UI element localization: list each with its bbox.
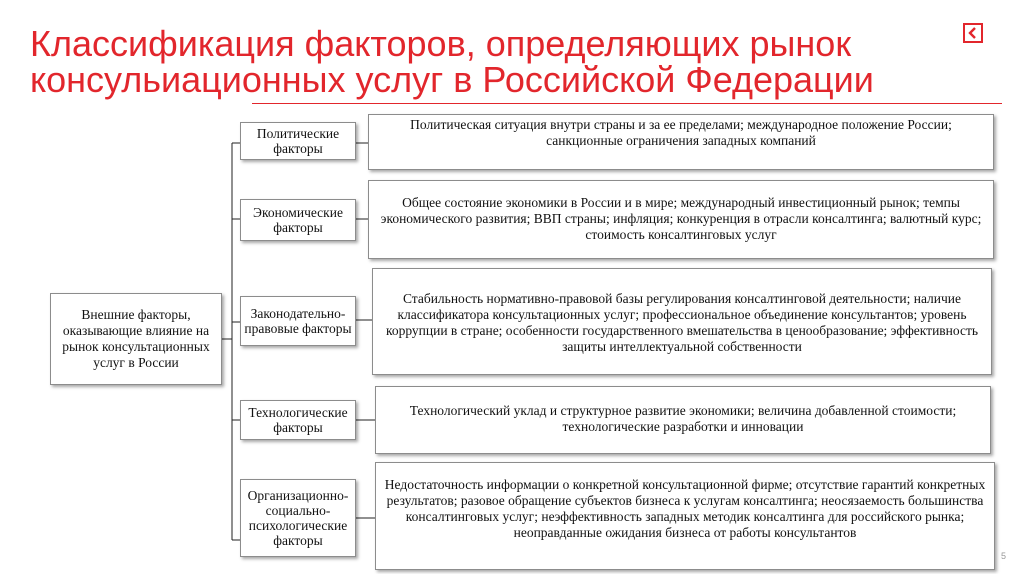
category-technological: [240, 400, 356, 440]
description-text: Недостаточность информации о конкретной консультационной фирме; отсутствие гарантий конкретных результатов; разовое обращение субъектов бизнеса к услугам консалтинга; неосязаемость большинства консалтинговых услуг; неэффективность западных методик консалтинга для российского рынка; неоправданные ожидания бизнеса от работы консультантов: [384, 477, 986, 540]
page-title-line-1: Классификация факторов, определяющих рынок: [30, 23, 852, 64]
description-technological: [375, 386, 991, 454]
description-text: Политическая ситуация внутри страны и за ее пределами; международное положение России; санкционные ограничения западных компаний: [410, 117, 952, 148]
category-economic: [240, 199, 356, 241]
page-title-line-2: консульиационных услуг в Российской Федерации: [30, 59, 874, 100]
description-organizational: [375, 462, 995, 570]
category-organizational: [240, 479, 356, 557]
root-node: [50, 293, 222, 385]
description-text: Технологический уклад и структурное развитие экономики; величина добавленной стоимости; технологические разработки и инновации: [409, 403, 957, 434]
description-political: [368, 114, 994, 170]
category-political: [240, 122, 356, 160]
category-label: Технологические факторы: [248, 405, 348, 435]
root-node-label: Внешние факторы, оказывающие влияние на рынок консультационных услуг в России: [62, 307, 210, 370]
category-label: Политические факторы: [256, 126, 340, 156]
category-legal: [240, 296, 356, 346]
description-text: Общее состояние экономики в России и в мире; международный инвестиционный рынок; темпы экономического развития; ВВП страны; инфляция; конкуренция в отрасли консалтинга; валютный курс; стоимость консалтинговых услуг: [380, 195, 982, 242]
page-number: 5: [1001, 551, 1007, 561]
category-label: Законодательно-правовые факторы: [244, 306, 352, 336]
category-label: Экономические факторы: [253, 205, 343, 235]
description-economic: [368, 180, 994, 259]
category-label: Организационно-социально-психологические факторы: [247, 488, 349, 548]
description-text: Стабильность нормативно-правовой базы регулирования консалтинговой деятельности; наличие классификатора консультационных услуг; профессиональное объединение консультантов; уровень коррупции в стране; особенности государственного вмешательства в ценообразование; эффективность защиты интеллектуальной собственности: [385, 291, 979, 354]
description-legal: [372, 268, 992, 375]
